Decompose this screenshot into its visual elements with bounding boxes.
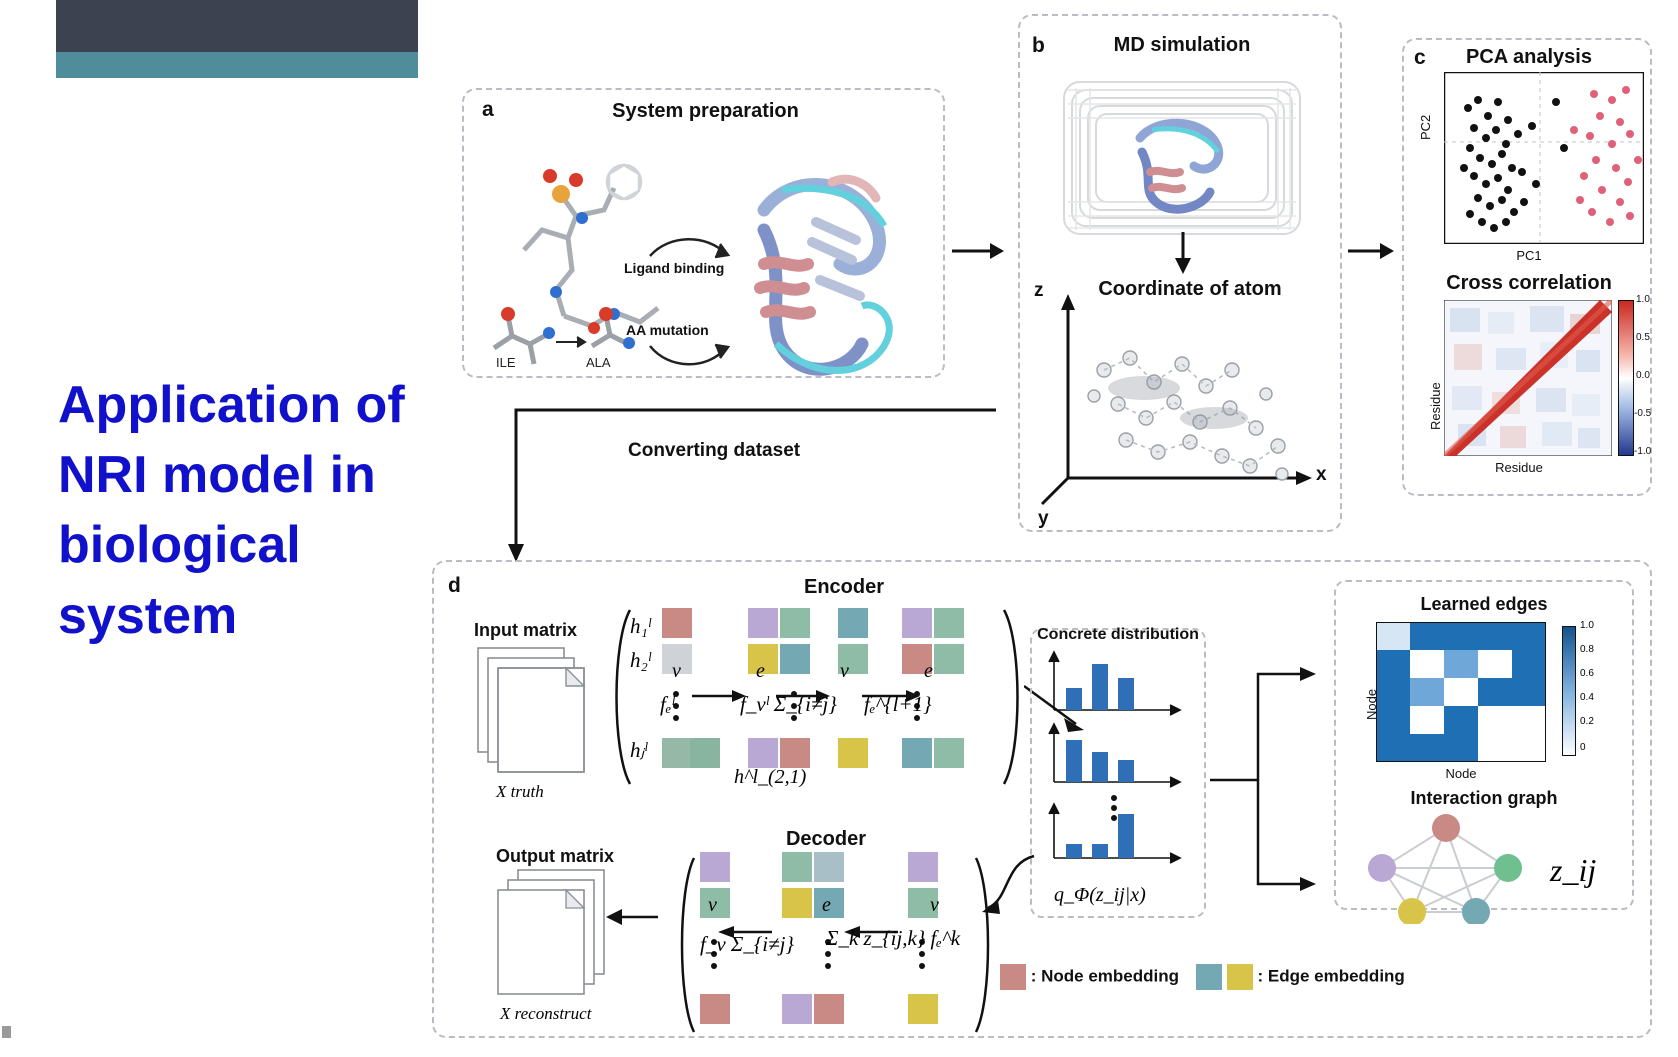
decoder-flow-v2: v	[930, 894, 939, 916]
encoder-flow-v1: v	[672, 660, 681, 682]
interaction-graph-icon	[1356, 814, 1536, 924]
panel-b-title: MD simulation	[1113, 34, 1251, 56]
pca-x-axis-label: PC1	[1516, 248, 1542, 263]
cross-correlation-colorbar	[1618, 300, 1634, 456]
residue-label-ala: ALA	[586, 355, 611, 370]
decoder-op-fv: f_v Σ_{i≠j}	[700, 932, 794, 956]
encoder-flow-e1: e	[756, 660, 765, 682]
learned-edges-title: Learned edges	[1420, 594, 1548, 614]
arrow-label-ligand-binding: Ligand binding	[624, 260, 725, 276]
colorbar-tick-2: 0.5	[1636, 332, 1650, 343]
decoder-flow-e1: e	[822, 894, 831, 916]
decoder-op-sum: Σ_k z_{ij,k} fₑ^k	[826, 926, 961, 950]
arrow-md-to-coords	[1168, 232, 1198, 278]
arrow-decoder-to-output	[600, 902, 670, 932]
md-water-box-graphic	[1032, 60, 1332, 260]
learned-edges-tick-1: 1.0	[1580, 620, 1594, 631]
learned-edges-heatmap	[1376, 622, 1546, 762]
axis-label-z: z	[1034, 280, 1044, 301]
panel-md-simulation	[1018, 14, 1342, 532]
learned-edges-tick-4: 0.4	[1580, 692, 1594, 703]
legend-swatch-node	[1000, 964, 1026, 990]
input-matrix-sublabel: X truth	[496, 782, 544, 801]
cross-correlation-title: Cross correlation	[1446, 272, 1612, 294]
output-matrix-label: Output matrix	[496, 846, 615, 866]
interaction-graph-symbol: z_ij	[1550, 852, 1597, 888]
learned-edges-colorbar	[1562, 626, 1576, 756]
pca-y-axis-label: PC2	[1418, 114, 1433, 140]
panel-nri-model	[432, 560, 1652, 1038]
legend-swatch-edge-2	[1227, 964, 1253, 990]
cross-correlation-heatmap	[1444, 300, 1612, 456]
encoder-flow-e2: e	[924, 660, 933, 682]
converting-dataset-label: Converting dataset	[628, 440, 801, 461]
panel-b-subtitle: Coordinate of atom	[1098, 278, 1282, 300]
arrow-label-aa-mutation: AA mutation	[626, 322, 709, 338]
cross-correlation-x-label: Residue	[1495, 460, 1543, 475]
learned-edges-tick-5: 0.2	[1580, 716, 1594, 727]
input-matrix-label: Input matrix	[474, 620, 578, 640]
coordinate-axes-graphic	[1034, 278, 1334, 508]
encoder-op-fe2: fₑ^{l+1}	[864, 692, 932, 716]
legend-edge-label: : Edge embedding	[1257, 966, 1405, 986]
banner-dark-bar	[0, 0, 418, 52]
banner-left-mask	[0, 0, 56, 78]
encoder-op-fv: f_vˡ Σ_{i≠j}	[740, 692, 837, 716]
arrow-converting-dataset	[500, 400, 1040, 580]
decoder-flow-v1: v	[708, 894, 717, 916]
residue-label-ile: ILE	[496, 355, 516, 370]
legend-edge-embedding	[1196, 964, 1405, 990]
banner-teal-bar	[0, 52, 418, 78]
page-title: Application of NRI model in biological system	[58, 376, 405, 645]
interaction-graph-title: Interaction graph	[1410, 788, 1558, 808]
arrow-b-to-c	[1348, 236, 1402, 266]
colorbar-tick-5: -1.0	[1634, 446, 1652, 457]
input-matrix-stack-icon	[476, 646, 616, 776]
encoder-row-label-1: h₁ˡ	[630, 614, 651, 638]
legend-node-label: : Node embedding	[1030, 966, 1180, 986]
encoder-row-label-j: hⱼˡ	[630, 738, 648, 762]
colorbar-tick-1: 1.0	[1636, 294, 1650, 305]
panel-a-title: System preparation	[612, 100, 799, 122]
decoder-title: Decoder	[785, 828, 867, 850]
encoder-output-label: h^l_(2,1)	[734, 766, 807, 788]
colorbar-tick-4: -0.5	[1634, 408, 1652, 419]
arrow-concrete-to-decoder	[982, 852, 1042, 922]
learned-edges-tick-3: 0.6	[1580, 668, 1594, 679]
panel-c-title: PCA analysis	[1466, 46, 1592, 68]
concrete-distribution-bars	[1044, 648, 1194, 878]
cross-correlation-y-label: Residue	[1428, 382, 1443, 430]
encoder-row-label-2: h₂ˡ	[630, 648, 651, 672]
output-matrix-sublabel: X reconstruct	[500, 1004, 592, 1023]
arrow-a-to-b	[952, 236, 1012, 266]
panel-c-tag: c	[1414, 46, 1426, 69]
panel-b-tag: b	[1032, 34, 1045, 57]
legend-node-embedding	[1000, 964, 1179, 990]
axis-label-x: x	[1316, 464, 1327, 485]
encoder-op-fe: fₑˡ	[660, 692, 675, 716]
learned-edges-tick-2: 0.8	[1580, 644, 1594, 655]
colorbar-tick-3: 0.0	[1636, 370, 1650, 381]
concrete-distribution-title: Concrete distribution	[1037, 626, 1199, 643]
corner-mark-icon	[2, 1026, 11, 1038]
learned-edges-tick-6: 0	[1580, 742, 1586, 753]
pca-scatter-plot	[1444, 72, 1644, 244]
encoder-title: Encoder	[803, 576, 885, 598]
legend-swatch-edge-1	[1196, 964, 1222, 990]
encoder-flow-v2: v	[840, 660, 849, 682]
panel-pca-analysis	[1402, 38, 1652, 496]
arrow-concrete-to-outputs	[1210, 652, 1334, 912]
learned-edges-x-label: Node	[1445, 766, 1477, 781]
axis-label-y: y	[1038, 508, 1049, 529]
concrete-distribution-formula: q_Φ(z_ij|x)	[1054, 884, 1146, 906]
panel-a-tag: a	[482, 98, 494, 121]
learned-edges-y-label: Node	[1364, 688, 1379, 720]
system-preparation-graphic	[464, 130, 943, 380]
output-matrix-stack-icon	[496, 868, 636, 998]
panel-d-tag: d	[448, 574, 461, 597]
panel-system-preparation	[462, 88, 945, 378]
